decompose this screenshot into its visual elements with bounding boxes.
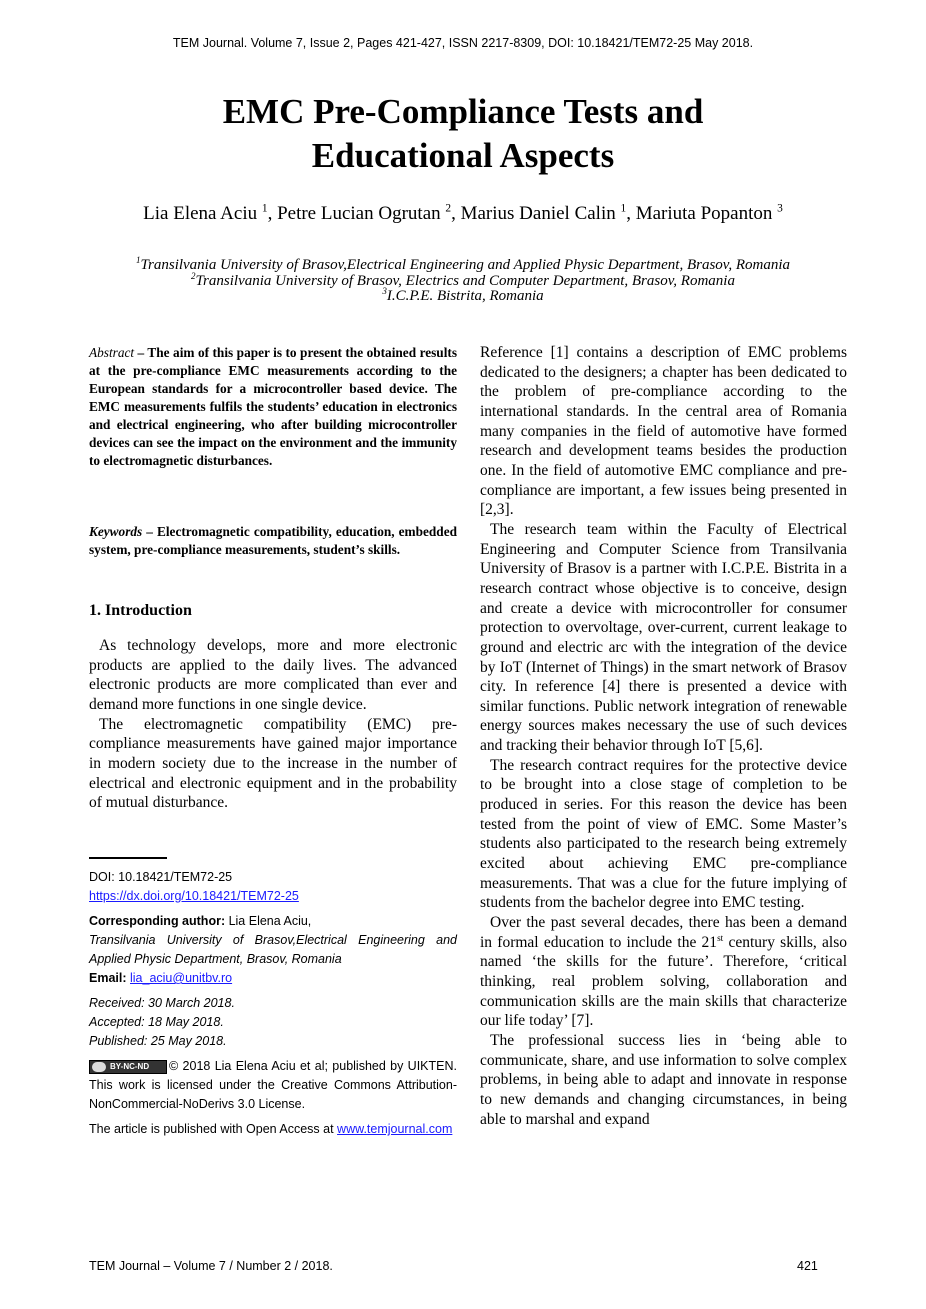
abstract-label: Abstract bbox=[89, 345, 135, 360]
text: Over the past several decades, there has been a demand in formal education to include the 21 bbox=[480, 914, 847, 951]
paragraph bbox=[480, 913, 847, 1031]
email-link[interactable]: lia_aciu@unitbv.ro bbox=[130, 971, 233, 985]
open-access-text: The article is published with Open Access at bbox=[89, 1122, 338, 1136]
author-name: Petre Lucian Ogrutan bbox=[277, 203, 441, 224]
abstract bbox=[89, 344, 457, 470]
accepted-date: Accepted: 18 May 2018. bbox=[89, 1015, 224, 1029]
author-affil-num: 3 bbox=[777, 202, 783, 215]
received-date: Received: 30 March 2018. bbox=[89, 996, 235, 1010]
text: century skills, also named ‘the skills for the future’. Therefore, ‘critical thinking, real problem solving, collaboration and communication skills are the main skills that characterize our life today’ [7]. bbox=[480, 933, 847, 1030]
intro-text bbox=[89, 636, 457, 813]
paragraph: The research contract requires for the protective device to be brought into a close stage of completion to be produced in series. For this reason the device has been tested from the point of view of EMC. Some Master’s students also participated to the research being extremely excited about achieving EMC pre-compliance measurements. That was a clue for the future implying of students from the bachelor degree into EMC testing. bbox=[480, 756, 847, 912]
affil-text: Transilvania University of Brasov, Electrics and Computer Department, Brasov, Romania bbox=[195, 272, 735, 289]
right-column-text bbox=[480, 343, 847, 1129]
corr-label: Corresponding author: bbox=[89, 914, 226, 928]
affil-num: 1 bbox=[136, 255, 141, 265]
doi-text: DOI: 10.18421/TEM72-25 bbox=[89, 870, 233, 884]
paragraph: The electromagnetic compatibility (EMC) pre-compliance measurements have gained major importance in modern society due to the increase in the number of electrical and electronic equipment and in the probability of mutual disturbance. bbox=[89, 715, 457, 812]
paragraph: As technology develops, more and more electronic products are applied to the daily lives. The advanced electronic products are more complicated than ever and demand more functions in one single device. bbox=[89, 637, 457, 713]
footnote-divider bbox=[89, 857, 167, 859]
paragraph: Reference [1] contains a description of EMC problems dedicated to the designers; a chapter has been dedicated to the problem of pre-compliance according to the international standards. In the central area of Romania many companies in the field of automotive have formed research and development teams besides the production one. In the field of automotive EMC compliance and pre-compliance are important, a few issues being presented in [2,3]. bbox=[480, 344, 847, 519]
cc-badge-text: BY-NC-ND bbox=[110, 1061, 150, 1071]
affiliations bbox=[0, 255, 926, 305]
author-affil-num: 2 bbox=[445, 202, 452, 215]
corr-affil: Transilvania University of Brasov,Electrical Engineering and Applied Physic Department, Brasov, Romania bbox=[89, 933, 457, 966]
affiliation bbox=[0, 286, 926, 305]
cc-license-badge-icon[interactable] bbox=[89, 1060, 167, 1074]
affil-num: 3 bbox=[382, 286, 387, 296]
affil-num: 2 bbox=[191, 270, 196, 281]
paragraph: The research team within the Faculty of Electrical Engineering and Computer Science from Transilvania University of Brasov is a partner with I.C.P.E. Bistrita in a research contract whose objective is to conceive, design and create a device with microcontroller for consumer protection to overvoltage, over-current, current leakage to ground and electric arc with the integration of the device by IoT (Internet of Things) in the smart network of Brasov city. In reference [4] there is presented a device with similar functions. Public network integration of renewable energy sources makes necessary the use of such devices and tracking their behavior through IoT [5,6]. bbox=[480, 520, 847, 755]
corr-name: Lia Elena Aciu, bbox=[225, 914, 312, 928]
title-line: EMC Pre-Compliance Tests and bbox=[222, 92, 704, 131]
affiliation bbox=[0, 270, 926, 290]
author-affil-num: 1 bbox=[620, 202, 627, 215]
paper-title bbox=[0, 90, 926, 178]
author-name: Mariuta Popanton bbox=[635, 203, 773, 224]
keywords bbox=[89, 523, 457, 559]
author-list: Lia Elena Aciu $^1$, Petre Lucian Ogrutan $^2$, Marius Daniel Calin $^1$, Mariuta Popanton $^3$ bbox=[143, 202, 783, 224]
affil-text: Transilvania University of Brasov,Electrical Engineering and Applied Physic Department, Brasov, Romania bbox=[140, 257, 790, 273]
keywords-label: Keywords bbox=[89, 524, 143, 539]
affiliation bbox=[0, 255, 926, 274]
abstract-text: – The aim of this paper is to present the obtained results at the pre-compliance EMC measurements according to the European standards for a microcontroller based device. The EMC measurements fulfils the students’ education in electronics and electrical engineering, who after building microcontroller devices can see the impact on the environment and the immunity to electromagnetic disturbances. bbox=[89, 345, 457, 468]
section-heading: 1. Introduction bbox=[89, 602, 192, 619]
ordinal-sup: st bbox=[717, 933, 724, 944]
footnote bbox=[89, 868, 457, 1145]
footer-journal: TEM Journal – Volume 7 / Number 2 / 2018. bbox=[89, 1259, 333, 1273]
page-number: 421 bbox=[797, 1259, 818, 1273]
title-line: Educational Aspects bbox=[311, 136, 615, 175]
author-affil-num: 1 bbox=[261, 202, 268, 215]
journal-link[interactable]: www.temjournal.com bbox=[337, 1122, 453, 1136]
license-text: © 2018 Lia Elena Aciu et al; published by UIKTEN. This work is licensed under the Creative Commons Attribution-NonCommercial-NoDerivs 3.0 License. bbox=[89, 1059, 457, 1111]
author-name: Marius Daniel Calin bbox=[460, 203, 616, 224]
affil-text: I.C.P.E. Bistrita, Romania bbox=[386, 288, 544, 304]
running-header: TEM Journal. Volume 7, Issue 2, Pages 421-427, ISSN 2217-8309, DOI: 10.18421/TEM72-25 May 2018. bbox=[172, 36, 754, 50]
doi-link[interactable]: https://dx.doi.org/10.18421/TEM72-25 bbox=[89, 889, 299, 903]
paragraph: The professional success lies in ‘being able to communicate, share, and use information to solve complex problems, in being able to adapt and innovate in response to new demands and changing circumstances, in being able to marshal and expand bbox=[480, 1031, 847, 1128]
email-label: Email: bbox=[89, 971, 127, 985]
keywords-text: – Electromagnetic compatibility, education, embedded system, pre-compliance measurements, student’s skills. bbox=[89, 524, 457, 557]
published-date: Published: 25 May 2018. bbox=[89, 1034, 227, 1048]
author-name: Lia Elena Aciu bbox=[143, 203, 258, 224]
